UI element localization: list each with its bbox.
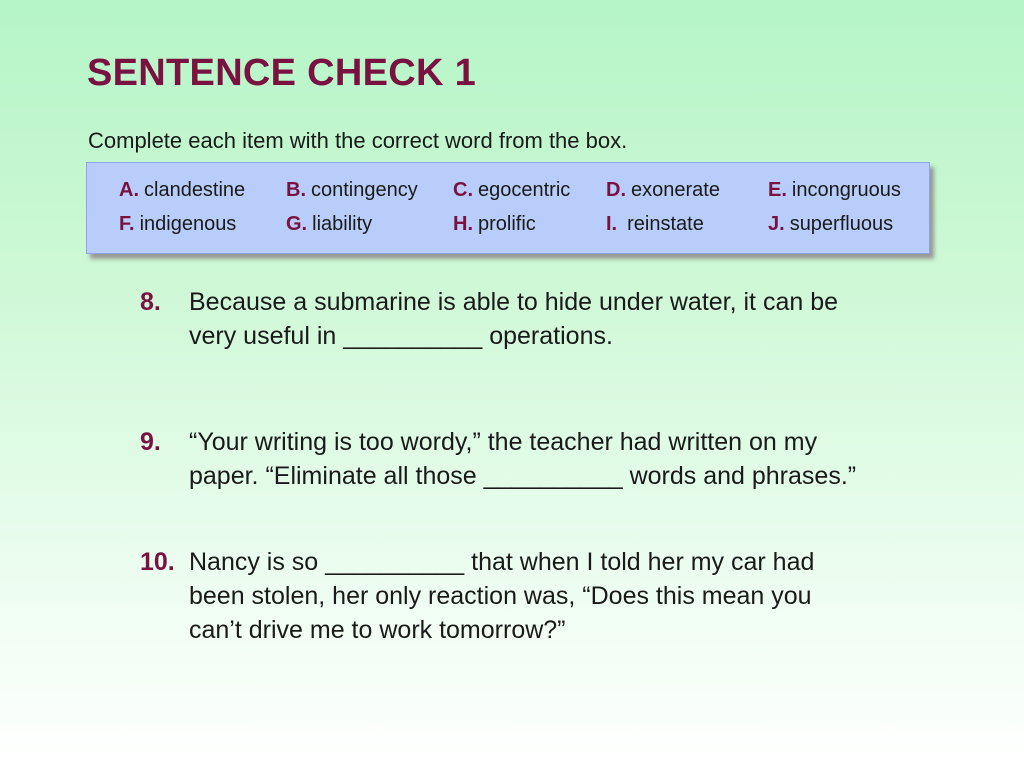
word-letter: I. xyxy=(606,213,618,235)
word-text: egocentric xyxy=(478,179,571,201)
item-text: “Your writing is too wordy,” the teacher had written on my paper. “Eliminate all those __________ words and phrases.” xyxy=(189,428,857,490)
word-option-h xyxy=(453,213,536,236)
word-letter: A. xyxy=(119,179,139,201)
word-option-d xyxy=(606,179,720,202)
word-letter: G. xyxy=(286,213,308,235)
sentence-item-10 xyxy=(140,545,960,647)
item-number: 9. xyxy=(140,428,161,456)
word-box xyxy=(86,162,930,254)
sentence-item-9 xyxy=(140,425,960,493)
word-option-i xyxy=(606,213,704,236)
word-option-b xyxy=(286,179,418,202)
item-text: Because a submarine is able to hide under water, it can be very useful in __________ operations. xyxy=(189,288,839,350)
word-text: reinstate xyxy=(627,213,704,235)
word-text: contingency xyxy=(311,179,418,201)
word-text: superfluous xyxy=(789,213,894,235)
word-text: indigenous xyxy=(139,213,237,235)
word-option-a xyxy=(119,179,245,202)
word-letter: B. xyxy=(286,179,306,201)
item-number: 8. xyxy=(140,288,161,316)
item-text: Nancy is so __________ that when I told her my car had been stolen, her only reaction was, “Does this mean you can’t drive me to work tomorrow?” xyxy=(189,548,815,644)
word-option-e xyxy=(768,179,901,202)
word-text: prolific xyxy=(478,213,536,235)
word-letter: J. xyxy=(768,213,785,235)
instruction-text: Complete each item with the correct word from the box. xyxy=(88,128,628,153)
word-option-f xyxy=(119,213,236,236)
word-letter: H. xyxy=(453,213,473,235)
word-text: clandestine xyxy=(144,179,246,201)
word-letter: E. xyxy=(768,179,787,201)
word-option-j xyxy=(768,213,893,236)
word-letter: C. xyxy=(453,179,473,201)
word-text: incongruous xyxy=(791,179,901,201)
word-letter: D. xyxy=(606,179,626,201)
item-number: 10. xyxy=(140,548,175,576)
page-title: SENTENCE CHECK 1 xyxy=(87,52,477,94)
sentence-item-8 xyxy=(140,285,960,353)
word-letter: F. xyxy=(119,213,135,235)
word-text: exonerate xyxy=(631,179,720,201)
word-text: liability xyxy=(312,213,373,235)
word-option-g xyxy=(286,213,372,236)
word-option-c xyxy=(453,179,570,202)
